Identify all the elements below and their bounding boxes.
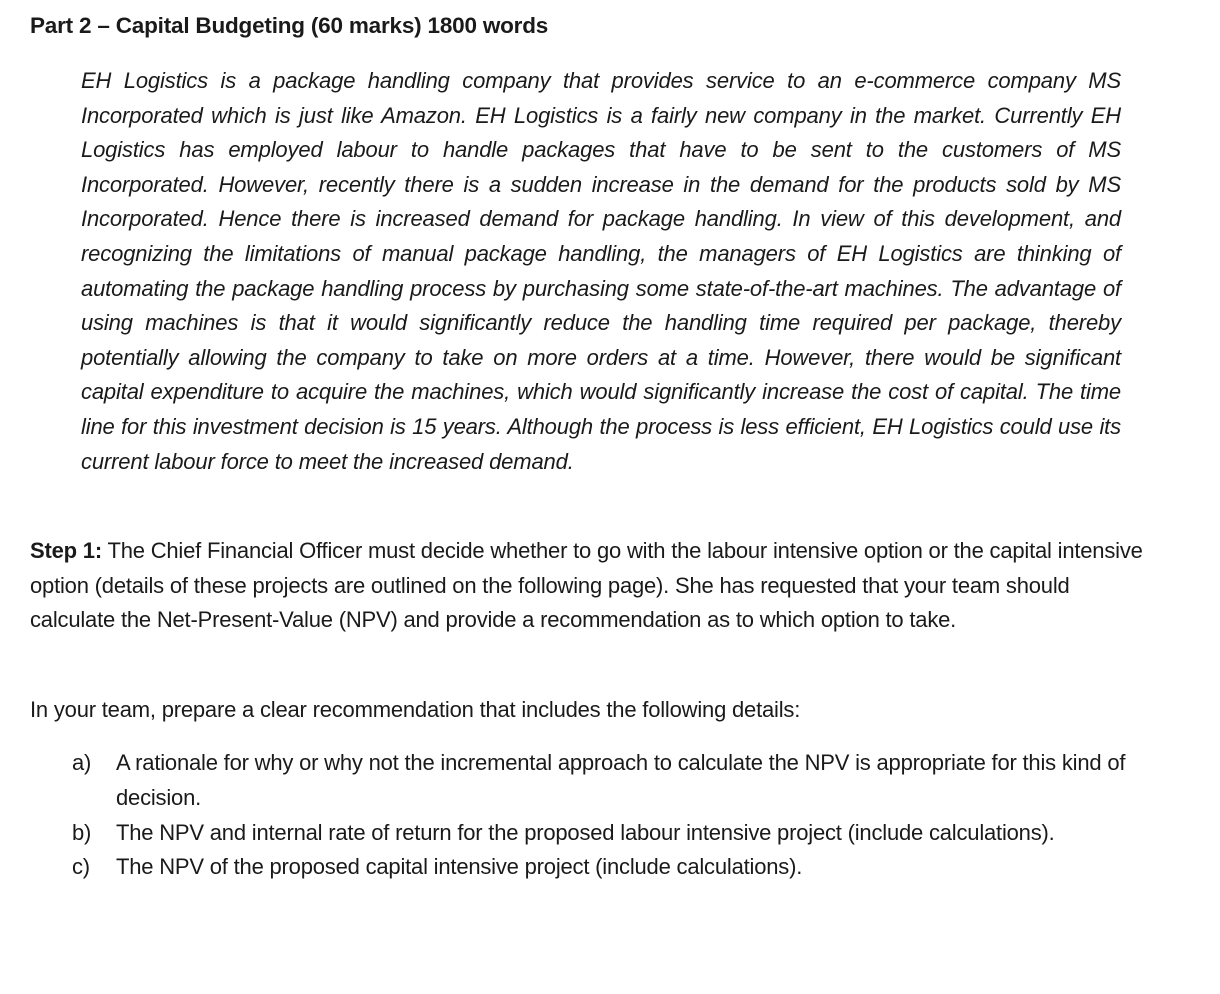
requirement-marker: c) bbox=[72, 854, 90, 880]
step-1-label: Step 1: bbox=[30, 538, 102, 563]
requirements-intro: In your team, prepare a clear recommendation that includes the following details: bbox=[30, 697, 801, 722]
requirement-item-c bbox=[72, 850, 1162, 885]
scenario-paragraph: EH Logistics is a package handling company that provides service to an e-commerce company MS Incorporated which is just like Amazon. EH Logistics is a fairly new company in the market. Currently EH Logistics has employed labour to handle packages that have to be sent to the customers of MS Incorporated. However, recently there is a sudden increase in the demand for the products sold by MS Incorporated. Hence there is increased demand for package handling. In view of this development, and recognizing the limitations of manual package handling, the managers of EH Logistics are thinking of automating the package handling process by purchasing some state-of-the-art machines. The advantage of using machines is that it would significantly reduce the handling time required per package, thereby potentially allowing the company to take on more orders at a time. However, there would be significant capital expenditure to acquire the machines, which would significantly increase the cost of capital. The time line for this investment decision is 15 years. Although the process is less efficient, EH Logistics could use its current labour force to meet the increased demand. bbox=[81, 68, 1121, 474]
requirement-marker: b) bbox=[72, 819, 92, 845]
requirements-list bbox=[72, 746, 1162, 885]
requirement-text: The NPV and internal rate of return for the proposed labour intensive project (include calculations). bbox=[116, 819, 1055, 845]
step-1-paragraph bbox=[30, 534, 1155, 638]
step-1-text: The Chief Financial Officer must decide whether to go with the labour intensive option or the capital intensive option (details of these projects are outlined on the following page). She has requested that your team should calculate the Net-Present-Value (NPV) and provide a recommendation as to which option to take. bbox=[30, 538, 1143, 633]
requirement-item-a bbox=[72, 746, 1162, 816]
requirement-marker: a) bbox=[72, 750, 92, 775]
section-heading: Part 2 – Capital Budgeting (60 marks) 1800 words bbox=[30, 13, 549, 38]
requirement-item-b bbox=[72, 816, 1162, 851]
requirement-text: A rationale for why or why not the incremental approach to calculate the NPV is appropriate for this kind of decision. bbox=[116, 750, 1126, 810]
requirement-text: The NPV of the proposed capital intensive project (include calculations). bbox=[116, 854, 803, 880]
